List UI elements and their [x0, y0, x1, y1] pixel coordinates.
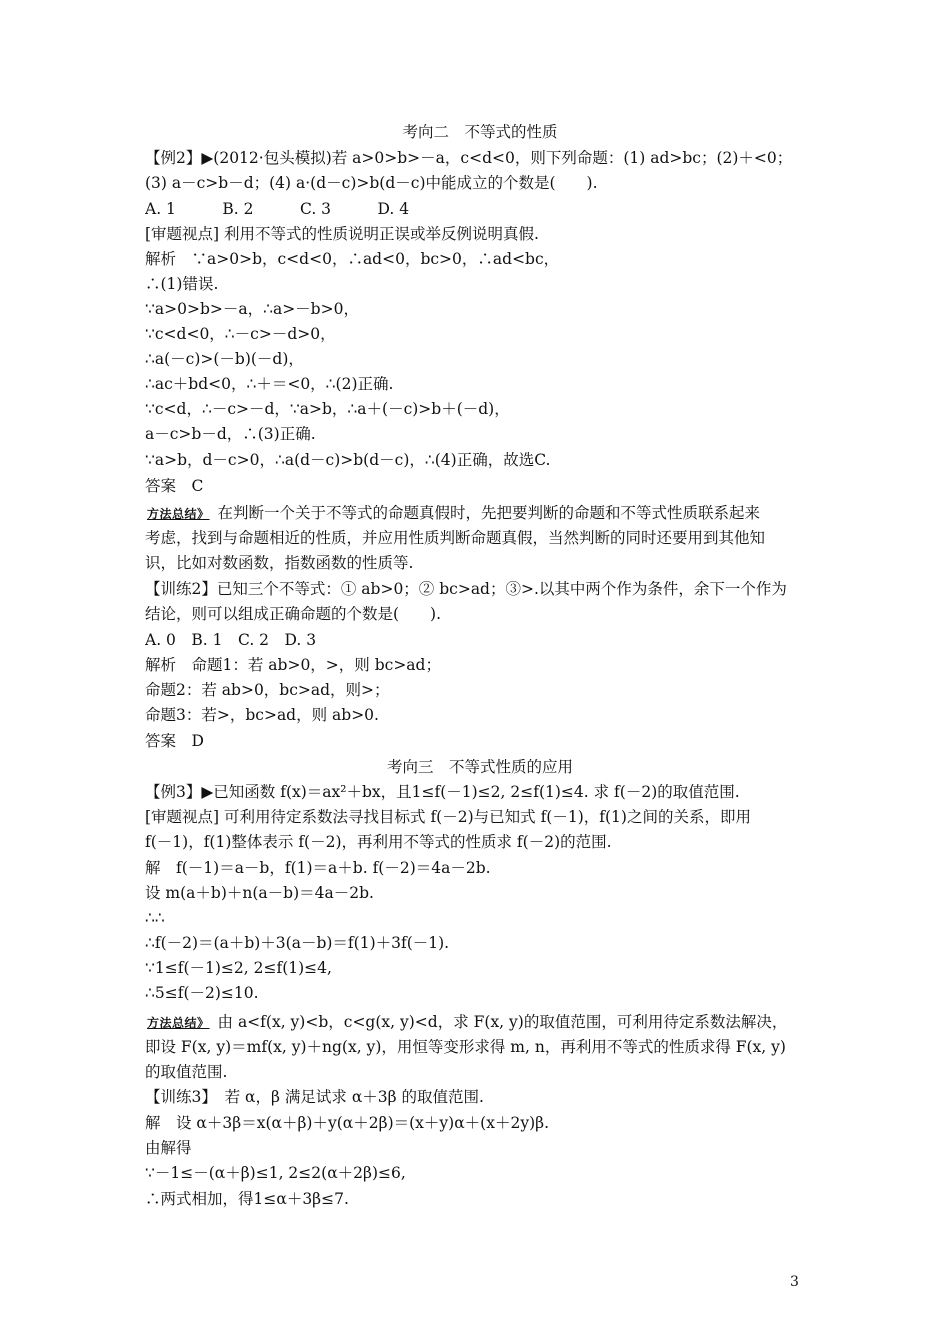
- example2-solution-line: a－c>b－d，∴(3)正确.: [145, 425, 316, 443]
- example2-solution-line: ∵a>0>b>－a，∴a>－b>0，: [145, 300, 359, 318]
- method-summary-3: [145, 1010, 815, 1034]
- training3-line: 由解得: [145, 1139, 192, 1157]
- method-summary-text: 由 a<f(x, y)<b，c<g(x, y)<d，求 F(x, y)的取值范围，可利用待定系数法解决，: [217, 1013, 788, 1031]
- training2-line: 命题3：若>，bc>ad，则 ab>0.: [145, 706, 379, 724]
- example2-solution-line: ∵a>b，d－c>0，∴a(d－c)>b(d－c)，∴(4)正确，故选C.: [145, 451, 551, 469]
- example3-line: ∴f(－2)＝(a＋b)＋3(a－b)＝f(1)＋3f(－1).: [145, 934, 450, 952]
- example2-options: A. 1 B. 2 C. 3 D. 4: [145, 200, 410, 218]
- example3-line: ∴∴: [145, 909, 165, 927]
- method-summary-2: [145, 501, 815, 525]
- section2-heading: 考向二 不等式的性质: [402, 123, 558, 141]
- example3-line: 解 f(－1)＝a－b，f(1)＝a＋b. f(－2)＝4a－2b.: [145, 859, 491, 877]
- example2-line2: (3) a－c>b－d；(4) a·(d－c)>b(d－c)中能成立的个数是( ).: [145, 174, 598, 192]
- training3-line: ∵－1≤－(α＋β)≤1, 2≤2(α＋2β)≤6,: [145, 1164, 406, 1182]
- method-summary-badge: 方法总结》: [147, 1016, 210, 1030]
- method-summary-text: 的取值范围.: [145, 1063, 228, 1081]
- method-summary-text: 考虑，找到与命题相近的性质，并应用性质判断命题真假，当然判断的同时还要用到其他知: [145, 529, 766, 547]
- training2-line: 解析 命题1：若 ab>0，>，则 bc>ad；: [145, 656, 441, 674]
- training3-line: 解 设 α＋3β＝x(α＋β)＋y(α＋2β)＝(x＋y)α＋(x＋2y)β.: [145, 1114, 550, 1132]
- training3-line: 【训练3】 若 α，β 满足试求 α＋3β 的取值范围.: [145, 1088, 484, 1106]
- example2-viewpoint: [审题视点] 利用不等式的性质说明正误或举反例说明真假.: [145, 225, 539, 243]
- example3-line: 【例3】▶已知函数 f(x)＝ax²＋bx，且1≤f(－1)≤2, 2≤f(1)≤4. 求 f(－2)的取值范围.: [145, 783, 740, 801]
- example2-solution-line: ∵c<d，∴－c>－d，∵a>b，∴a＋(－c)>b＋(－d)，: [145, 400, 510, 418]
- example3-line: ∴5≤f(－2)≤10.: [145, 984, 259, 1002]
- example2-solution-line: ∴ac＋bd<0，∴＋＝<0，∴(2)正确.: [145, 375, 394, 393]
- method-summary-badge: 方法总结》: [147, 507, 210, 521]
- method-summary-text: 在判断一个关于不等式的命题真假时，先把要判断的命题和不等式性质联系起来: [217, 504, 761, 522]
- training3-line: ∴两式相加，得1≤α＋3β≤7.: [145, 1190, 349, 1208]
- example2-solution-line: ∴(1)错误.: [145, 275, 219, 293]
- example3-line: f(－1)，f(1)整体表示 f(－2)，再利用不等式的性质求 f(－2)的范围.: [145, 833, 612, 851]
- section3-heading: 考向三 不等式性质的应用: [386, 758, 573, 776]
- page-number: 3: [790, 1274, 799, 1290]
- example2-answer: 答案 C: [145, 477, 204, 495]
- method-summary-text: 识，比如对数函数，指数函数的性质等.: [145, 554, 414, 572]
- training2-line: A. 0 B. 1 C. 2 D. 3: [145, 631, 317, 649]
- example2-solution-line: 解析 ∵a>0>b，c<d<0，∴ad<0，bc>0，∴ad<bc，: [145, 250, 560, 268]
- training2-line: 命题2：若 ab>0，bc>ad，则>；: [145, 681, 390, 699]
- training2-line: 结论，则可以组成正确命题的个数是( ).: [145, 605, 442, 623]
- method-summary-text: 即设 F(x, y)＝mf(x, y)＋ng(x, y)，用恒等变形求得 m, n，再利用不等式的性质求得 F(x, y): [145, 1038, 786, 1056]
- example3-line: 设 m(a＋b)＋n(a－b)＝4a－2b.: [145, 884, 374, 902]
- example2-solution-line: ∵c<d<0，∴－c>－d>0，: [145, 325, 336, 343]
- example2-line1: 【例2】▶(2012·包头模拟)若 a>0>b>－a，c<d<0，则下列命题：(1) ad>bc；(2)＋<0；: [145, 149, 793, 167]
- example3-line: [审题视点] 可利用待定系数法寻找目标式 f(－2)与已知式 f(－1)，f(1)之间的关系，即用: [145, 808, 751, 826]
- training2-line: 【训练2】已知三个不等式：① ab>0；② bc>ad；③>.以其中两个作为条件，余下一个作为: [145, 580, 787, 598]
- example2-solution-line: ∴a(－c)>(－b)(－d)，: [145, 350, 304, 368]
- example3-line: ∵1≤f(－1)≤2, 2≤f(1)≤4,: [145, 959, 332, 977]
- training2-answer: 答案 D: [145, 732, 204, 750]
